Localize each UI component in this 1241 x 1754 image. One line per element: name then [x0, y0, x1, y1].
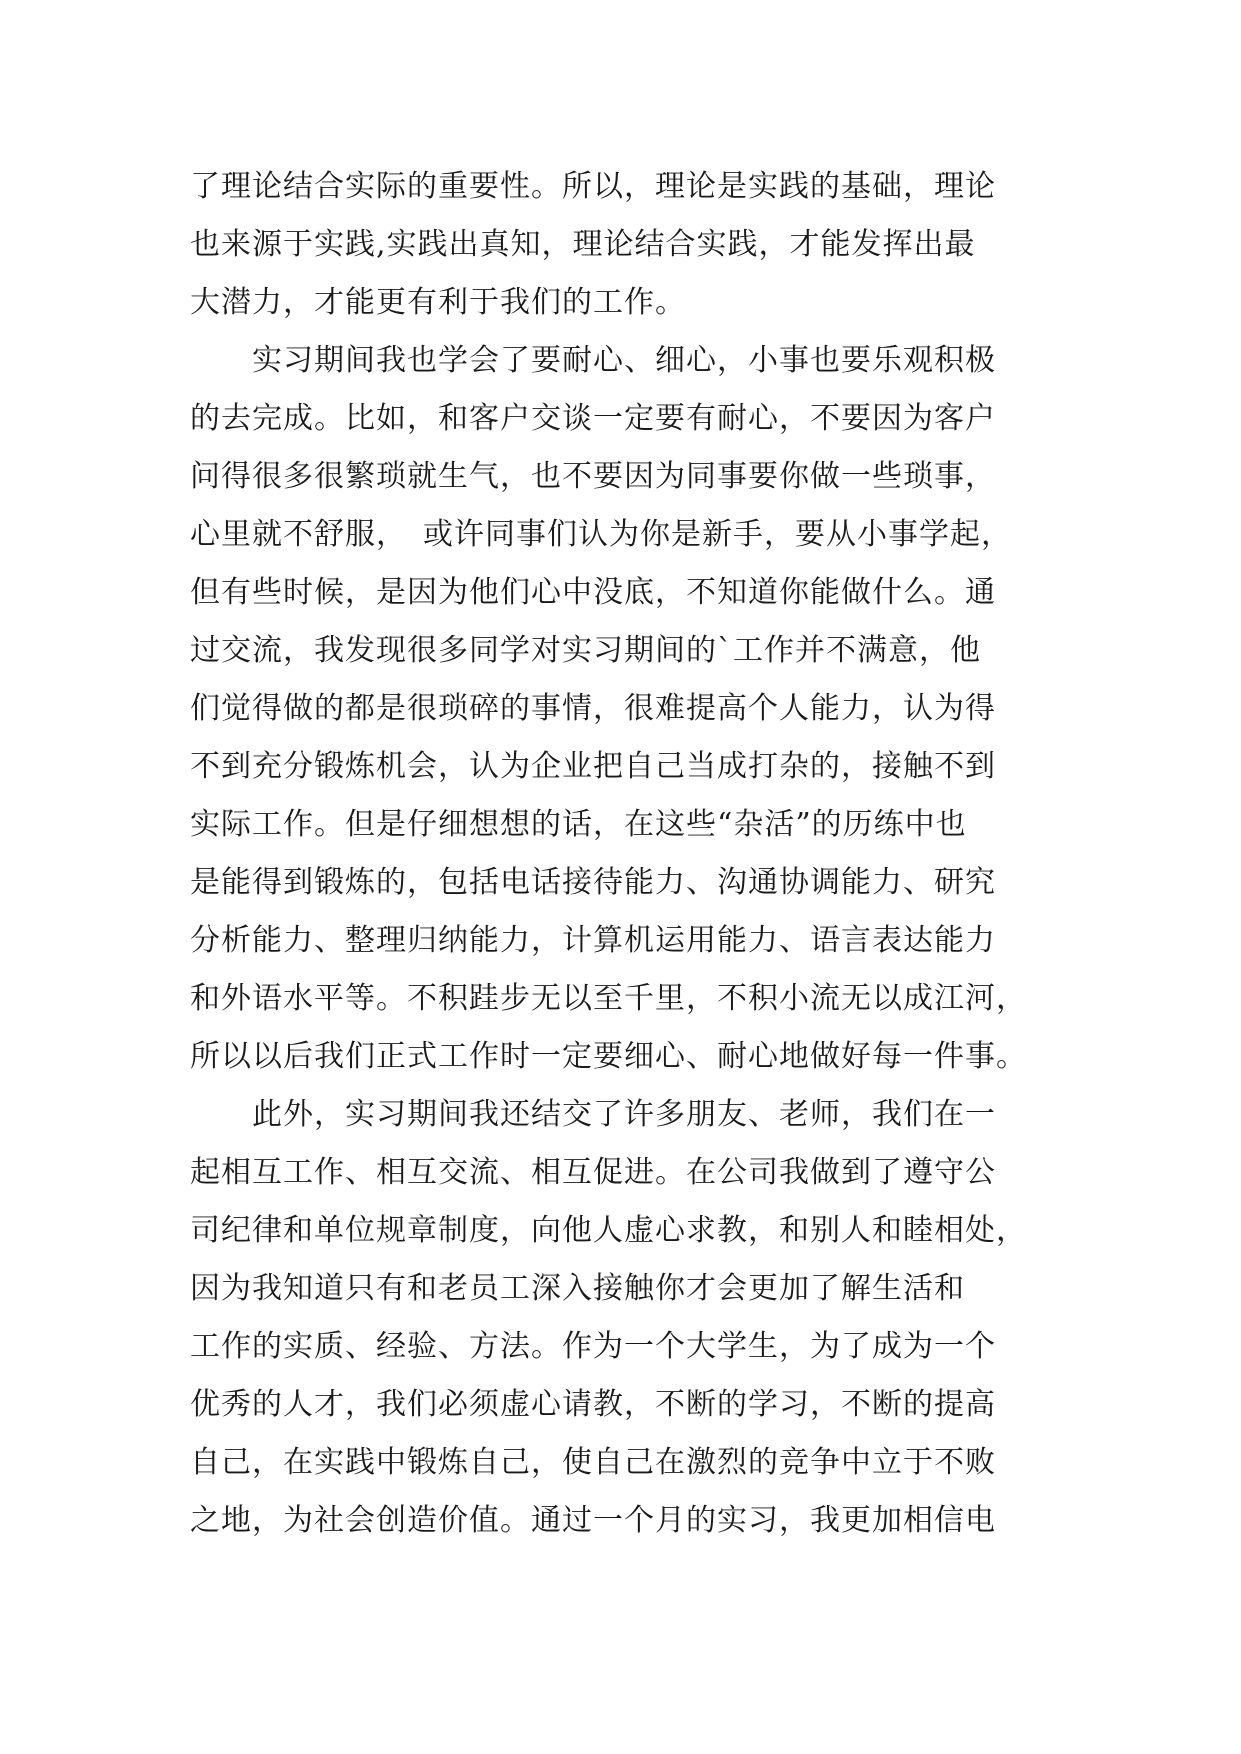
document-body: [190, 158, 1060, 1550]
paragraph-3: [190, 1086, 1060, 1550]
text-line: 不到充分锻炼机会，认为企业把自己当成打杂的，接触不到: [190, 749, 996, 784]
text-line: 实际工作。但是仔细想想的话，在这些“杂活”的历练中也: [190, 807, 967, 842]
text-line: 问得很多很繁琐就生气，也不要因为同事要你做一些琐事，: [190, 459, 996, 494]
text-line: 们觉得做的都是很琐碎的事情，很难提高个人能力，认为得: [190, 691, 996, 726]
text-line: 自己，在实践中锻炼自己，使自己在激烈的竞争中立于不败: [190, 1445, 996, 1480]
text-line: 了理论结合实际的重要性。所以，理论是实践的基础，理论: [190, 169, 996, 204]
paragraph-2: [190, 332, 1060, 1086]
text-line: 的去完成。比如，和客户交谈一定要有耐心，不要因为客户: [190, 401, 996, 436]
text-line: 和外语水平等。不积跬步无以至千里，不积小流无以成江河，: [190, 981, 1027, 1016]
text-line: 之地，为社会创造价值。通过一个月的实习，我更加相信电: [190, 1503, 996, 1538]
text-line: 但有些时候，是因为他们心中没底，不知道你能做什么。通: [190, 575, 996, 610]
text-line: 起相互工作、相互交流、相互促进。在公司我做到了遵守公: [190, 1155, 996, 1190]
text-line: 是能得到锻炼的，包括电话接待能力、沟通协调能力、研究: [190, 865, 996, 900]
text-line: 优秀的人才，我们必须虚心请教，不断的学习，不断的提高: [190, 1387, 996, 1422]
text-line: 所以以后我们正式工作时一定要细心、耐心地做好每一件事。: [190, 1039, 1027, 1074]
text-line: 司纪律和单位规章制度，向他人虚心求教，和别人和睦相处，: [190, 1213, 1027, 1248]
text-line: 也来源于实践,实践出真知，理论结合实践，才能发挥出最: [190, 227, 976, 262]
text-line: 实习期间我也学会了要耐心、细心，小事也要乐观积极: [190, 343, 996, 378]
text-line: 分析能力、整理归纳能力，计算机运用能力、语言表达能力: [190, 923, 996, 958]
text-line: 大潜力，才能更有利于我们的工作。: [190, 285, 686, 320]
text-line: 工作的实质、经验、方法。作为一个大学生，为了成为一个: [190, 1329, 996, 1364]
text-line: 此外，实习期间我还结交了许多朋友、老师，我们在一: [190, 1097, 996, 1132]
text-line: 心里就不舒服， 或许同事们认为你是新手，要从小事学起，: [190, 517, 1012, 552]
text-line: 因为我知道只有和老员工深入接触你才会更加了解生活和: [190, 1271, 965, 1306]
paragraph-1: [190, 158, 1060, 332]
text-line: 过交流，我发现很多同学对实习期间的`工作并不满意，他: [190, 633, 981, 668]
